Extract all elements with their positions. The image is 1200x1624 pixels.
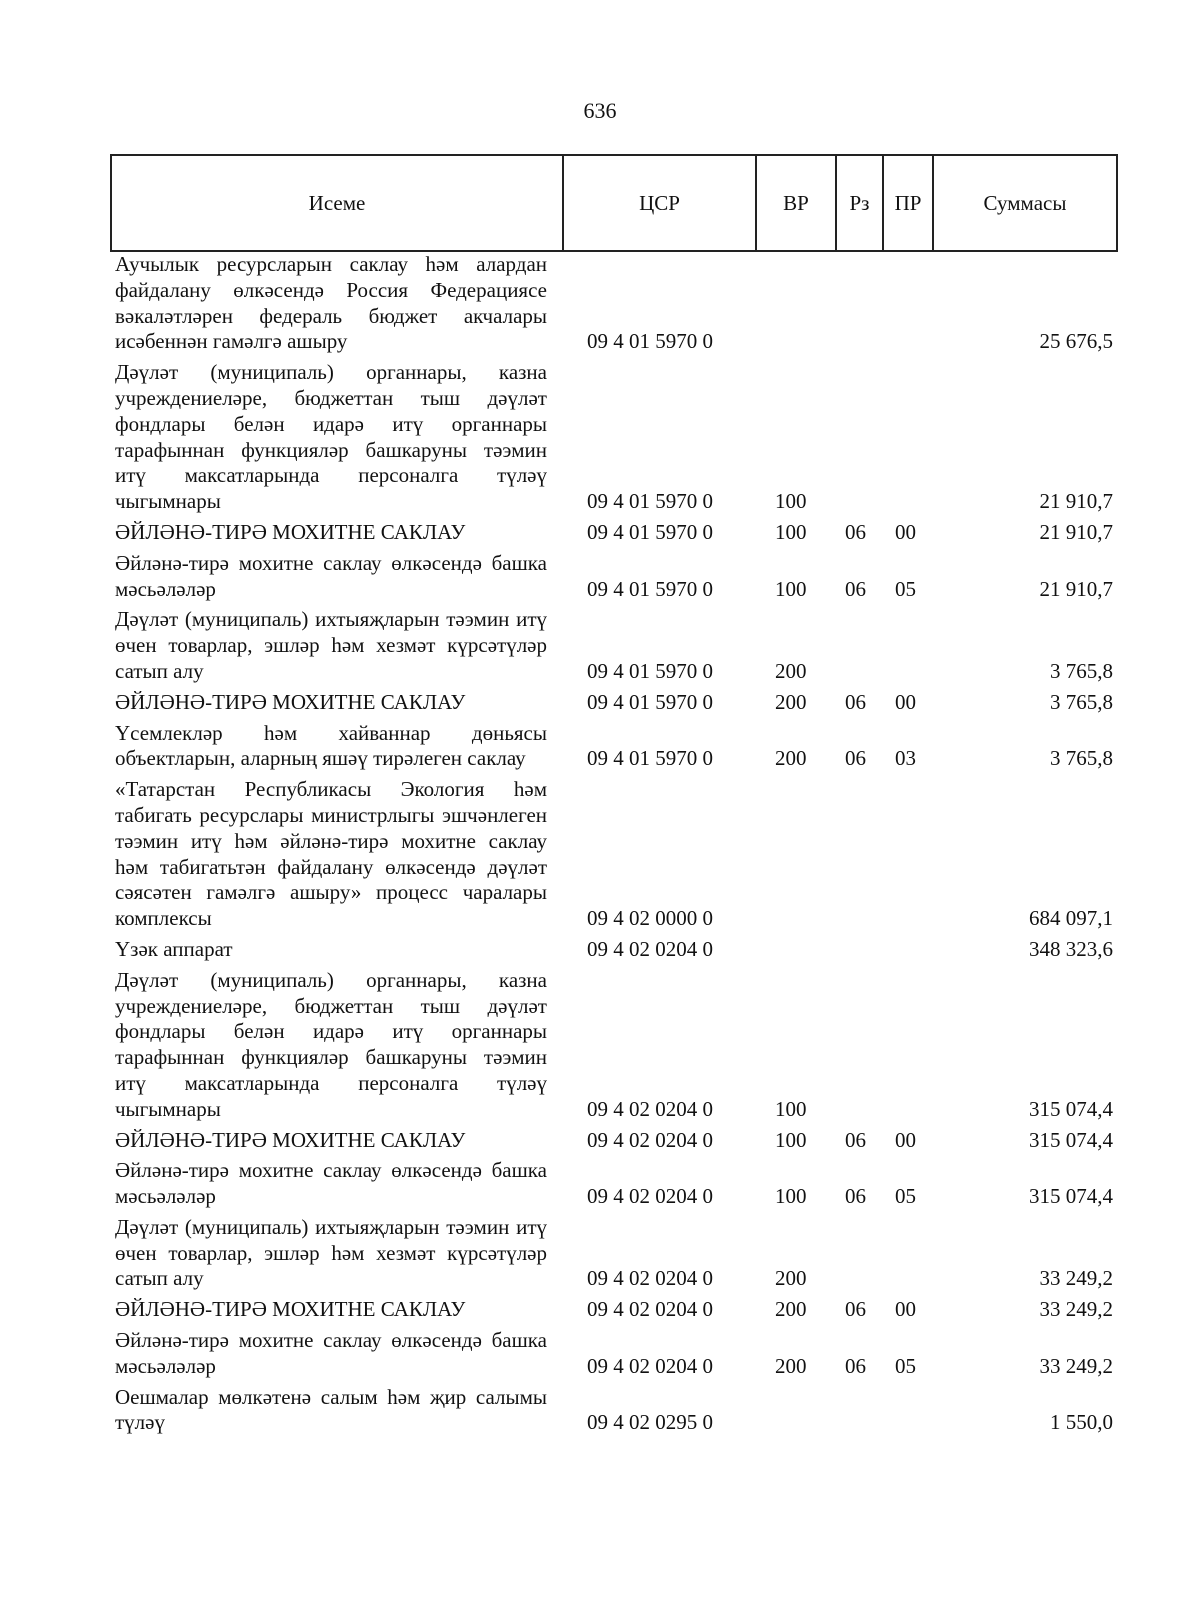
row-vr: 100 — [775, 1096, 807, 1121]
row-sum: 3 765,8 — [1050, 746, 1113, 771]
table-row — [115, 777, 1115, 932]
table-row — [115, 721, 1115, 773]
table-header — [110, 154, 1118, 252]
column-header-sum: Суммасы — [932, 156, 1116, 250]
row-csr: 09 4 02 0204 0 — [587, 1353, 713, 1378]
column-header-csr: ЦСР — [562, 156, 755, 250]
row-csr: 09 4 02 0204 0 — [587, 1297, 713, 1322]
row-sum: 684 097,1 — [1029, 906, 1113, 931]
row-vr: 200 — [775, 1266, 807, 1291]
row-rz: 06 — [845, 689, 866, 714]
table-row — [115, 607, 1115, 684]
row-csr: 09 4 02 0204 0 — [587, 1127, 713, 1152]
table-row — [115, 520, 1115, 546]
row-csr: 09 4 02 0204 0 — [587, 1096, 713, 1121]
row-rz: 06 — [845, 1297, 866, 1322]
row-vr: 100 — [775, 1184, 807, 1209]
row-sum: 1 550,0 — [1050, 1410, 1113, 1435]
table-row — [115, 1158, 1115, 1210]
row-vr: 200 — [775, 658, 807, 683]
table-row — [115, 1128, 1115, 1154]
row-name: Аучылык ресурсларын саклау һәм алардан файдалану өлкәсендә Россия Федерациясе вәкаләтләрен федераль бюджет акчалары исәбеннән гамәлгә ашыру — [115, 252, 547, 354]
row-name: ӘЙЛӘНӘ-ТИРӘ МОХИТНЕ САКЛАУ — [115, 1297, 466, 1322]
row-sum: 21 910,7 — [1039, 489, 1113, 514]
table-row — [115, 1385, 1115, 1437]
row-sum: 3 765,8 — [1050, 689, 1113, 714]
row-rz: 06 — [845, 576, 866, 601]
table-row — [115, 252, 1115, 355]
column-header-pr: ПР — [882, 156, 932, 250]
row-rz: 06 — [845, 1353, 866, 1378]
row-csr: 09 4 01 5970 0 — [587, 689, 713, 714]
row-csr: 09 4 02 0204 0 — [587, 1184, 713, 1209]
row-pr: 00 — [895, 1127, 916, 1152]
row-name: Дәүләт (муниципаль) ихтыяҗларын тәэмин итү өчен товарлар, эшләр һәм хезмәт күрсәтүләр сатып алу — [115, 1214, 547, 1291]
row-pr: 05 — [895, 576, 916, 601]
column-header-rz: Рз — [835, 156, 882, 250]
row-sum: 315 074,4 — [1029, 1127, 1113, 1152]
row-csr: 09 4 01 5970 0 — [587, 329, 713, 354]
row-csr: 09 4 02 0204 0 — [587, 1266, 713, 1291]
row-name: Үсемлекләр һәм хайваннар дөньясы объектларын, аларның яшәү тирәлеген саклау — [115, 720, 547, 771]
row-sum: 21 910,7 — [1039, 576, 1113, 601]
row-csr: 09 4 02 0295 0 — [587, 1410, 713, 1435]
row-sum: 21 910,7 — [1039, 519, 1113, 544]
row-csr: 09 4 01 5970 0 — [587, 519, 713, 544]
table-row — [115, 690, 1115, 716]
row-sum: 315 074,4 — [1029, 1096, 1113, 1121]
row-pr: 03 — [895, 746, 916, 771]
table-row — [115, 1215, 1115, 1292]
row-rz: 06 — [845, 519, 866, 544]
row-sum: 33 249,2 — [1039, 1266, 1113, 1291]
row-sum: 315 074,4 — [1029, 1184, 1113, 1209]
row-name: ӘЙЛӘНӘ-ТИРӘ МОХИТНЕ САКЛАУ — [115, 519, 466, 544]
row-name: Үзәк аппарат — [115, 936, 233, 961]
row-name: ӘЙЛӘНӘ-ТИРӘ МОХИТНЕ САКЛАУ — [115, 689, 466, 714]
row-vr: 100 — [775, 489, 807, 514]
row-name: Дәүләт (муниципаль) органнары, казна учреждениеләре, бюджеттан тыш дәүләт фондлары белән идарә итү органнары тарафыннан функцияләр башкаруны тәэмин итү максатларында персоналга түләү чыгымнары — [115, 360, 547, 514]
row-vr: 100 — [775, 519, 807, 544]
row-vr: 100 — [775, 1127, 807, 1152]
row-vr: 200 — [775, 746, 807, 771]
table-row — [115, 360, 1115, 515]
row-pr: 05 — [895, 1353, 916, 1378]
row-name: Дәүләт (муниципаль) ихтыяҗларын тәэмин итү өчен товарлар, эшләр һәм хезмәт күрсәтүләр сатып алу — [115, 607, 547, 683]
row-csr: 09 4 01 5970 0 — [587, 489, 713, 514]
table-row — [115, 551, 1115, 603]
row-csr: 09 4 02 0000 0 — [587, 906, 713, 931]
row-sum: 25 676,5 — [1039, 329, 1113, 354]
page-number: 636 — [583, 98, 617, 123]
row-csr: 09 4 01 5970 0 — [587, 576, 713, 601]
row-vr: 200 — [775, 1297, 807, 1322]
row-csr: 09 4 01 5970 0 — [587, 746, 713, 771]
table-row — [115, 1328, 1115, 1380]
row-name: Әйләнә-тирә мохитне саклау өлкәсендә башка мәсьәләләр — [115, 550, 547, 601]
table-row — [115, 1297, 1115, 1323]
column-header-name: Исеме — [308, 190, 366, 215]
row-csr: 09 4 02 0204 0 — [587, 936, 713, 961]
row-rz: 06 — [845, 1184, 866, 1209]
row-pr: 05 — [895, 1184, 916, 1209]
row-name: Дәүләт (муниципаль) органнары, казна учреждениеләре, бюджеттан тыш дәүләт фондлары белән идарә итү органнары тарафыннан функцияләр башкаруны тәэмин итү максатларында персоналга түләү чыгымнары — [115, 967, 547, 1121]
table-row — [115, 937, 1115, 963]
row-sum: 33 249,2 — [1039, 1353, 1113, 1378]
row-rz: 06 — [845, 1127, 866, 1152]
row-sum: 33 249,2 — [1039, 1297, 1113, 1322]
row-vr: 200 — [775, 1353, 807, 1378]
row-name: ӘЙЛӘНӘ-ТИРӘ МОХИТНЕ САКЛАУ — [115, 1127, 466, 1152]
column-header-vr: ВР — [755, 156, 835, 250]
row-sum: 3 765,8 — [1050, 658, 1113, 683]
row-name: Әйләнә-тирә мохитне саклау өлкәсендә башка мәсьәләләр — [115, 1158, 547, 1209]
row-vr: 100 — [775, 576, 807, 601]
row-name: Әйләнә-тирә мохитне саклау өлкәсендә башка мәсьәләләр — [115, 1328, 547, 1378]
row-sum: 348 323,6 — [1029, 936, 1113, 961]
row-name: Оешмалар мөлкәтенә салым һәм җир салымы түләү — [115, 1384, 547, 1435]
table-row — [115, 968, 1115, 1123]
row-pr: 00 — [895, 1297, 916, 1322]
table-body — [115, 252, 1115, 1436]
row-pr: 00 — [895, 689, 916, 714]
row-vr: 200 — [775, 689, 807, 714]
row-pr: 00 — [895, 519, 916, 544]
row-name: «Татарстан Республикасы Экология һәм табигать ресурслары министрлыгы эшчәнлеген тәэмин итү һәм әйләнә-тирә мохитне саклау һәм табигатьтән файдалану өлкәсендә дәүләт сәясәтен гамәлгә ашыру» процесс чаралары комплексы — [115, 777, 547, 931]
row-csr: 09 4 01 5970 0 — [587, 658, 713, 683]
row-rz: 06 — [845, 746, 866, 771]
